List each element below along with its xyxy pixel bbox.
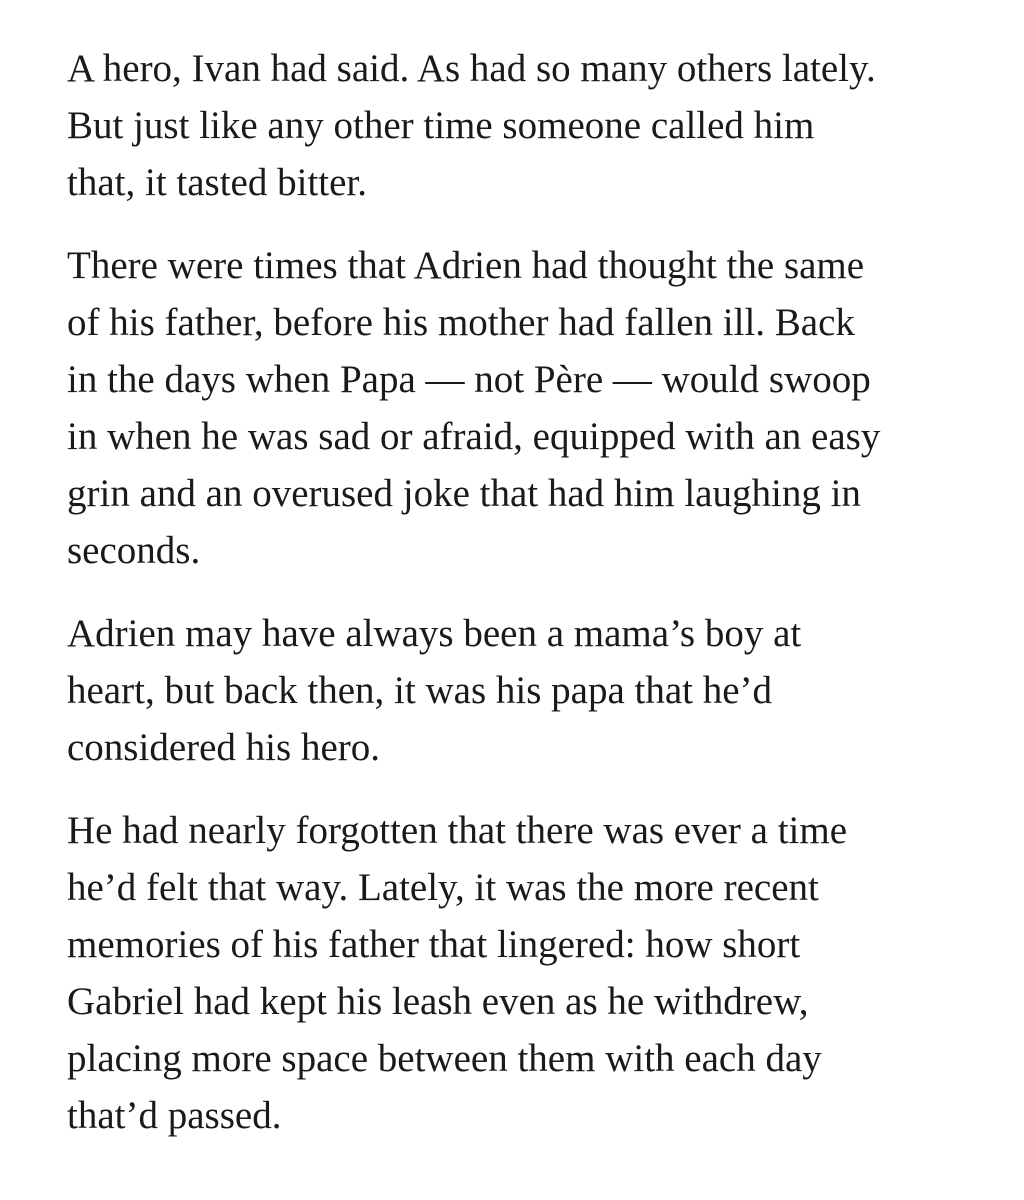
paragraph-1 <box>67 40 977 211</box>
text-line: in the days when Papa — not Père — would swoop <box>67 358 871 401</box>
text-line: Adrien may have always been a mama’s boy at <box>67 612 802 655</box>
text-line: There were times that Adrien had thought the same <box>67 244 865 287</box>
text-line: in when he was sad or afraid, equipped with an easy <box>67 415 881 458</box>
text-line: A hero, Ivan had said. As had so many others lately. <box>67 47 876 90</box>
text-line: placing more space between them with each day <box>67 1037 822 1080</box>
text-line: grin and an overused joke that had him laughing in <box>67 472 861 515</box>
text-line: considered his hero. <box>67 726 380 769</box>
text-line: that, it tasted bitter. <box>67 161 368 204</box>
text-line: memories of his father that lingered: how short <box>67 923 801 966</box>
text-line: seconds. <box>67 529 201 572</box>
text-line: He had nearly forgotten that there was ever a time <box>67 809 848 852</box>
text-line: Gabriel had kept his leash even as he withdrew, <box>67 980 809 1023</box>
story-text <box>67 40 977 1170</box>
paragraph-2 <box>67 237 977 579</box>
paragraph-4 <box>67 802 977 1144</box>
text-line: But just like any other time someone called him <box>67 104 815 147</box>
paragraph-3 <box>67 605 977 776</box>
text-line: heart, but back then, it was his papa that he’d <box>67 669 773 712</box>
text-line: that’d passed. <box>67 1094 282 1137</box>
text-line: of his father, before his mother had fallen ill. Back <box>67 301 855 344</box>
text-line: he’d felt that way. Lately, it was the more recent <box>67 866 819 909</box>
